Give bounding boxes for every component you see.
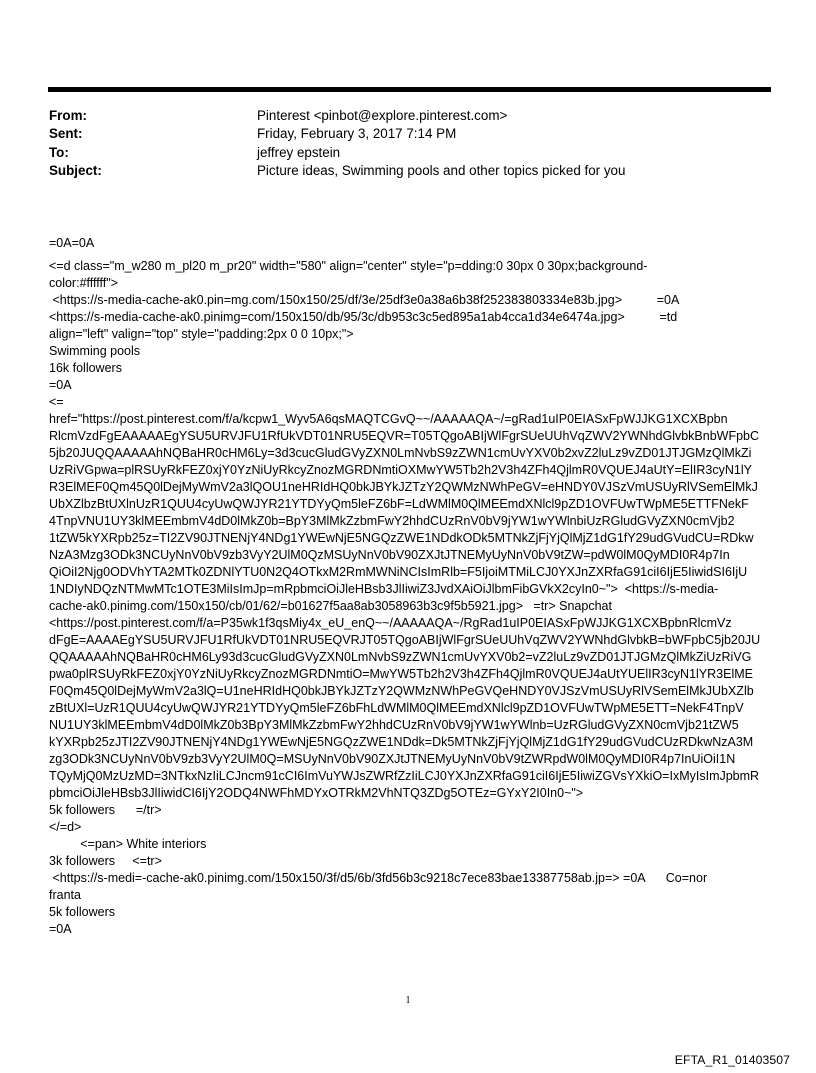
body-line: cache-ak0.pinimg.com/150x150/cb/01/62/=b01627f5aa8ab3058963b3c9f5b5921.jpg> =tr> Snapchat xyxy=(49,599,612,613)
body-line: <https://post.pinterest.com/f/a=P35wk1f3qsMiy4x_eU_enQ~~/AAAAAQA~/RgRad1uIP0EIASxFpWJJKG1XCXBpbnRlcmVz xyxy=(49,616,732,630)
header-value: Friday, February 3, 2017 7:14 PM xyxy=(257,126,457,142)
document-id: EFTA_R1_01403507 xyxy=(674,1053,790,1067)
body-line: 5k followers =/tr> xyxy=(49,803,162,817)
body-line: RlcmVzdFgEAAAAAEgYSU5URVJFU1RfUkVDT01NRU5EQVR=T05TQgoABIjWlFgrSUeUUhVqZWV2YWNhdGlvbkBnbWFpbC xyxy=(49,429,760,443)
body-line: 1tZW5kYXRpb25z=TI2ZV90JTNENjY4NDg1YWEwNjE5NGQzZWE1NDdkODk5MTNkZjFjYjQlMjZ1dG1fY29udGVudCU=RDkw xyxy=(49,531,754,545)
header-label: From: xyxy=(49,108,87,123)
body-line: pwa0plRSUyRkFEZ0xjY0YzNiUyRkcyZnozMGRDNmtiO=MwYW5Tb2h2V3h4ZFh4QjlmR0VQUEJ4aUtYUElIR3cyN1lYR3ElME xyxy=(49,667,753,681)
body-line: UzRiVGpwa=plRSUyRkFEZ0xjY0YzNiUyRkcyZnozMGRDNmtiOXMwYW5Tb2h2V3h4ZFh4QjlmR0VQUEJ4aUtY=ElIR3cyN1lY xyxy=(49,463,752,477)
body-line: <https://s-media-cache-ak0.pin=mg.com/150x150/25/df/3e/25df3e0a38a6b38f252383803334e83b.jpg> =0A xyxy=(49,293,680,307)
header-value: Pinterest <pinbot@explore.pinterest.com> xyxy=(257,108,508,123)
body-line: <=d class="m_w280 m_pl20 m_pr20" width="580" align="center" style="p=dding:0 30px 0 30px;background- xyxy=(49,259,648,273)
body-line: Swimming pools xyxy=(49,344,141,358)
email-header xyxy=(49,107,769,180)
body-line: QiOiI2Njg0ODVhYTA2MTk0ZDNlYTU0N2Q4OTkxM2RmMWNiNCIsImRlb=F5IjoiMTMiLCJ0YXJnZXRfaG91ciI6IjE5IiwidSI6IjU xyxy=(49,565,748,579)
page-number: 1 xyxy=(405,995,411,1006)
header-label: Subject: xyxy=(49,162,102,178)
body-line: 5k followers xyxy=(49,905,115,919)
body-line: 4TnpVNU1UY3klMEEmbmV4dD0lMkZ0b=BpY3MlMkZzbmFwY2hhdCUzRnV0bV9jYW1wYWlnbiUzRGludGVyZXN0cmVjb2 xyxy=(49,514,735,528)
body-line: zg3ODk3NCUyNnV0bV9zb3VyY2UlM0Q=MSUyNnV0bV90ZXJtJTNEMyUyNnV0bV9tZWRpdW0lM0QyMDI0R4p7InUiOiI1N xyxy=(49,752,736,766)
header-row-to xyxy=(49,144,769,162)
body-line: <https://s-media-cache-ak0.pinimg=com/150x150/db/95/3c/db953c3c5ed895a1ab4cca1d34e6474a.jpg> =td xyxy=(49,310,678,324)
body-line: color:#ffffff"> xyxy=(49,276,118,290)
body-line: zBtUXl=UzR1QUU4cyUwQWJYR21YTDYyQm5leFZ6bFhLdWMlM0QlMEEmdXNlcl9pZD1OVFUwTWpME5ETT=NekF4TnpV xyxy=(49,701,744,715)
email-body xyxy=(49,235,769,938)
header-row-subject xyxy=(49,162,769,180)
body-line: <= xyxy=(49,395,64,409)
body-line: 3k followers <=tr> xyxy=(49,854,162,868)
body-line: NzA3Mzg3ODk3NCUyNnV0bV9zb3VyY2UlM0QzMSUyNnV0bV90ZXJtJTNEMyUyNnV0bV9tZW=pdW0lM0QyMDI0R4p7In xyxy=(49,548,730,562)
body-line: =0A xyxy=(49,378,72,392)
body-line: franta xyxy=(49,888,81,902)
body-line: TQyMjQ0MzUzMD=3NTkxNzIiLCJncm91cCI6ImVuYWJsZWRfZzIiLCJ0YXJnZXRfaG91ciI6IjE5IiwiZGVsYXkiO=IxMyIsImJpbmR xyxy=(49,769,760,783)
body-line: =0A=0A xyxy=(49,236,95,250)
body-line: 5jb20JUQQAAAAAhNQBaHR0cHM6Ly=3d3cucGludGVyZXN0LmNvbS9zZWN1cmUvYXV0b2xvZ2luLz9vZD01JTJGMzQlMkZi xyxy=(49,446,752,460)
header-value: Picture ideas, Swimming pools and other topics picked for you xyxy=(257,162,626,178)
body-line: dFgE=AAAAEgYSU5URVJFU1RfUkVDT01NRU5EQVRJT05TQgoABIjWlFgrSUeUUhVqZWV2YWNhdGlvbkB=bWFpbC5jb20JU xyxy=(49,633,761,647)
body-line: R3ElMEF0Qm45Q0lDejMyWmV2a3lQOU1neHRIdHQ0bkJBYkJZTzY2QWMzNWhPeGV=eHNDY0VJSzVmUSUyRlVSemElMkJ xyxy=(49,480,758,494)
body-line: 1NDIyNDQzNTMwMTc1OTE3MiIsImJp=mRpbmciOiJleHBsb3JlIiwiZ3JvdXAiOiJlbmFibGVkX2cyIn0~"> <https://s-media- xyxy=(49,582,719,596)
header-label: To: xyxy=(49,144,69,160)
body-line: NU1UY3klMEEmbmV4dD0lMkZ0b3BpY3MlMkZzbmFwY2hhdCUzRnV0bV9jYW1wYWlnb=UzRGludGVyZXN0cmVjb21tZW5 xyxy=(49,718,739,732)
body-line: <=pan> White interiors xyxy=(49,837,207,851)
body-line: UbXZlbzBtUXlnUzR1QUU4cyUwQWJYR21YTDYyQm5leFZ6bF=LdWMlM0QlMEEmdXNlcl9pZD1OVFUwTWpME5ETTFNekF xyxy=(49,497,749,511)
header-row-from xyxy=(49,107,769,125)
body-line: 16k followers xyxy=(49,361,122,375)
header-rule xyxy=(48,87,771,92)
body-line: </=d> xyxy=(49,820,82,834)
body-line: QQAAAAAhNQBaHR0cHM6Ly93d3cucGludGVyZXN0LmNvbS9zZWN1cmUvYXV0b2=vZ2luLz9vZD01JTJGMzQlMkZiUzRiVG xyxy=(49,650,752,664)
body-line: pbmciOiJleHBsb3JlIiwidCI6IjY2ODQ4NWFhMDYxOTRkM2VhNTQ3ZDg5OTEz=GYxY2I0In0~"> xyxy=(49,786,584,800)
body-line: align="left" valign="top" style="padding:2px 0 0 10px;"> xyxy=(49,327,354,341)
body-line: F0Qm45Q0lDejMyWmV2a3lQ=U1neHRIdHQ0bkJBYkJZTzY2QWMzNWhPeGVQeHNDY0VJSzVmUSUyRlVSemElMkJUbXZlb xyxy=(49,684,754,698)
body-line: =0A xyxy=(49,922,72,936)
body-line: <https://s-medi=-cache-ak0.pinimg.com/150x150/3f/d5/6b/3fd56b3c9218c7ece83bae13387758ab.jp=> =0A Co=nor xyxy=(49,871,708,885)
header-value: jeffrey epstein xyxy=(257,144,341,160)
body-line: kYXRpb25zJTI2ZV90JTNENjY4NDg1YWEwNjE5NGQzZWE1NDdk=Dk5MTNkZjFjYjQlMjZ1dG1fY29udGVudCUzRDkwNzA3M xyxy=(49,735,754,749)
header-row-sent xyxy=(49,125,769,143)
header-label: Sent: xyxy=(49,126,83,142)
body-line: href="https://post.pinterest.com/f/a/kcpw1_Wyv5A6qsMAQTCGvQ~~/AAAAAQA~/=gRad1uIP0EIASxFpWJJKG1XCXBpbn xyxy=(49,412,728,426)
